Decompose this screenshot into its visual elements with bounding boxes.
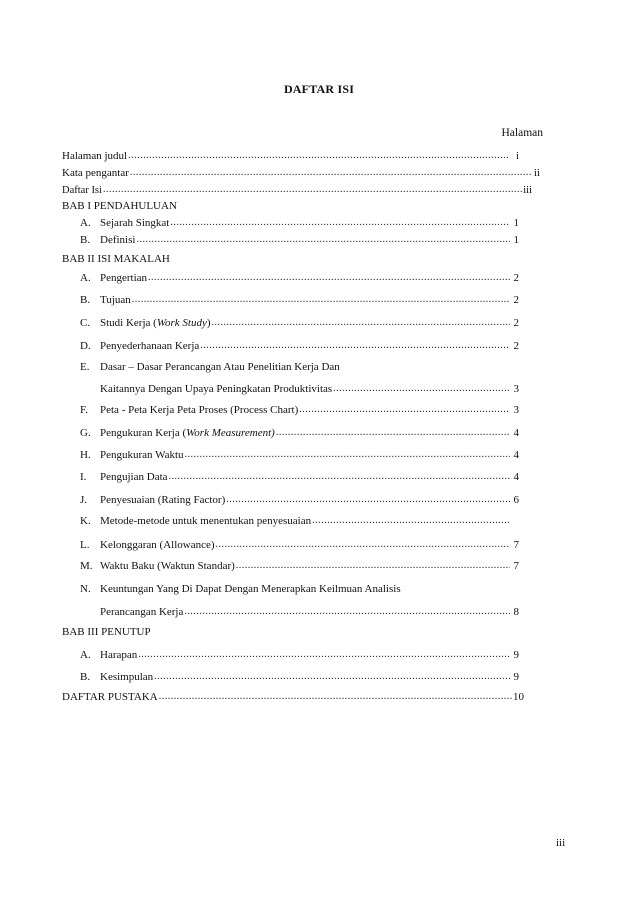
toc-subentry — [80, 423, 519, 439]
dot-leader — [154, 671, 510, 683]
toc-entry-text: BAB II ISI MAKALAH — [62, 253, 170, 265]
dot-leader — [216, 539, 510, 551]
dot-leader — [138, 649, 510, 661]
toc-entry-page: 7 — [513, 560, 519, 572]
toc-entry-page: 10 — [513, 691, 524, 703]
toc-entry-page: 3 — [513, 404, 519, 416]
toc-entry-text: Daftar Isi — [62, 185, 102, 196]
toc-entry-label — [62, 691, 158, 703]
dot-leader — [200, 340, 510, 352]
toc-entry-label — [62, 253, 170, 265]
toc-entry-text: Pengertian — [100, 272, 148, 284]
toc-entry-text: Penyederhanaan Kerja — [100, 340, 200, 352]
dot-leader — [128, 150, 510, 162]
toc-entry-page: iii — [523, 185, 532, 196]
toc-entry-letter: B. — [80, 234, 91, 246]
toc-entry-text: Studi Kerja ( — [100, 317, 157, 329]
dot-leader — [159, 691, 512, 703]
dot-leader — [103, 184, 522, 196]
toc-entry-label — [100, 272, 147, 284]
toc-entry-page: 9 — [513, 671, 519, 683]
toc-entry-text: Pengukuran Waktu — [100, 449, 184, 461]
toc-subentry — [80, 313, 519, 329]
toc-entry-label — [100, 539, 215, 551]
toc-entry-text: Sejarah Singkat — [100, 217, 170, 229]
toc-entry-label — [62, 167, 129, 179]
toc-entry-text: Penyesuaian (Rating Factor) — [100, 494, 226, 506]
toc-subentry — [80, 230, 519, 246]
toc-entry-letter: K. — [80, 515, 91, 527]
toc-entry-text: Perancangan Kerja — [100, 606, 184, 618]
toc-subentry — [80, 357, 532, 373]
toc-entry-text: Dasar – Dasar Perancangan Atau Penelitian Kerja Dan — [100, 361, 340, 373]
toc-subentry — [80, 535, 519, 551]
toc-entry-letter: A. — [80, 649, 91, 661]
toc-entry-text: Pengujian Data — [100, 471, 168, 483]
toc-entry-label — [100, 361, 340, 373]
toc-entry-letter: B. — [80, 294, 91, 306]
toc-entry-page: 3 — [513, 383, 519, 395]
toc-entry-letter: I. — [80, 471, 87, 483]
toc-entry-letter: A. — [80, 272, 91, 284]
toc-entry-text: Pengukuran Kerja ( — [100, 427, 187, 439]
dot-leader — [333, 383, 510, 395]
toc-entry-page: 4 — [513, 427, 519, 439]
toc-entry — [62, 196, 532, 212]
toc-entry-letter: J. — [80, 494, 88, 506]
toc-entry-label — [100, 583, 401, 595]
dot-leader — [299, 404, 510, 416]
toc-entry-label — [100, 560, 235, 572]
dot-leader — [185, 449, 510, 461]
toc-entry-text: Kata pengantar — [62, 167, 129, 179]
toc-entry-italic-text: Work Measurement) — [186, 427, 275, 439]
toc-entry-label — [100, 217, 169, 229]
toc-entry — [62, 146, 519, 162]
toc-entry — [100, 379, 519, 395]
dot-leader — [276, 427, 510, 439]
toc-entry-letter: F. — [80, 404, 88, 416]
toc-entry-label — [100, 234, 135, 246]
toc-subentry — [80, 290, 519, 306]
toc-entry-label — [100, 427, 275, 439]
toc-entry-text: Halaman judul — [62, 150, 128, 162]
toc-entry-text: Harapan — [100, 649, 138, 661]
toc-entry — [62, 163, 540, 179]
toc-entry-label — [100, 404, 298, 416]
toc-entry-page: ii — [533, 167, 540, 179]
toc-entry-page: 1 — [513, 217, 519, 229]
dot-leader — [212, 317, 510, 329]
dot-leader — [170, 217, 510, 229]
dot-leader — [312, 515, 510, 527]
toc-entry-text: Kaitannya Dengan Upaya Peningkatan Produktivitas — [100, 383, 333, 395]
toc-subentry — [80, 467, 519, 483]
toc-entry-text: Peta - Peta Kerja Peta Proses (Process Chart) — [100, 404, 299, 416]
toc-entry-text: Tujuan — [100, 294, 131, 306]
dot-leader — [236, 560, 510, 572]
toc-entry-label — [62, 200, 177, 212]
toc-entry-label — [62, 150, 127, 162]
dot-leader — [148, 272, 510, 284]
toc-entry-label — [100, 471, 168, 483]
toc-entry-letter: E. — [80, 361, 90, 373]
page-title: DAFTAR ISI — [283, 82, 355, 96]
toc-subentry — [80, 511, 519, 527]
toc-entry-text: Definisi — [100, 234, 136, 246]
dot-leader — [130, 167, 531, 179]
toc-entry-page: 4 — [513, 449, 519, 461]
toc-entry-letter: M. — [80, 560, 93, 572]
toc-entry-text: Metode-metode untuk menentukan penyesuaian — [100, 515, 312, 527]
dot-leader — [226, 494, 510, 506]
toc-entry-page: i — [515, 150, 519, 162]
toc-entry-letter: N. — [80, 583, 91, 595]
toc-entry-italic-text: Work Study — [156, 317, 207, 329]
toc-subentry — [80, 667, 519, 683]
toc-entry-letter: A. — [80, 217, 91, 229]
toc-subentry — [80, 490, 519, 506]
toc-entry-page: 2 — [513, 317, 519, 329]
toc-subentry — [80, 268, 519, 284]
toc-entry — [100, 602, 519, 618]
toc-entry-page: 6 — [513, 494, 519, 506]
toc-subentry — [80, 400, 519, 416]
toc-entry-label — [100, 317, 211, 329]
toc-entry — [62, 249, 532, 265]
toc-entry-label — [100, 449, 184, 461]
toc-entry-page: 2 — [513, 340, 519, 352]
footer-page-number: iii — [556, 837, 566, 849]
toc-subentry — [80, 336, 519, 352]
toc-entry-letter: B. — [80, 671, 91, 683]
toc-entry-letter: H. — [80, 449, 91, 461]
page-column-header: Halaman — [501, 127, 543, 139]
toc-entry — [62, 687, 524, 703]
toc-entry-page: 7 — [513, 539, 519, 551]
toc-entry-label — [100, 340, 199, 352]
toc-entry — [62, 180, 532, 196]
toc-entry-page: 2 — [513, 294, 519, 306]
toc-entry-text: DAFTAR PUSTAKA — [62, 691, 158, 703]
toc-entry-label — [100, 383, 332, 395]
toc-entry — [62, 622, 532, 638]
toc-entry-page: 4 — [513, 471, 519, 483]
toc-entry-label — [100, 294, 131, 306]
toc-entry-label — [100, 649, 137, 661]
dot-leader — [169, 471, 510, 483]
toc-entry-label — [100, 494, 225, 506]
toc-entry-label — [100, 671, 153, 683]
toc-entry-text: Kelonggaran (Allowance) — [100, 539, 215, 551]
dot-leader — [132, 294, 510, 306]
toc-subentry — [80, 579, 532, 595]
toc-entry-letter: D. — [80, 340, 91, 352]
toc-entry-label — [100, 606, 183, 618]
toc-entry-text: Kesimpulan — [100, 671, 154, 683]
toc-entry-text: BAB I PENDAHULUAN — [62, 200, 177, 212]
toc-entry-text: Keuntungan Yang Di Dapat Dengan Menerapkan Keilmuan Analisis — [100, 583, 401, 595]
toc-entry-text-suffix: ) — [206, 317, 211, 329]
toc-entry-page: 8 — [513, 606, 519, 618]
toc-entry-letter: C. — [80, 317, 91, 329]
toc-entry-page: 9 — [513, 649, 519, 661]
toc-entry-letter: G. — [80, 427, 91, 439]
toc-entry-text: Waktu Baku (Waktun Standar) — [100, 560, 235, 572]
dot-leader — [136, 234, 510, 246]
toc-subentry — [80, 556, 519, 572]
toc-entry-page: 2 — [513, 272, 519, 284]
toc-entry-page: 1 — [513, 234, 519, 246]
toc-entry-label — [62, 626, 151, 638]
toc-entry-text: BAB III PENUTUP — [62, 626, 151, 638]
toc-entry-label — [100, 515, 311, 527]
toc-entry-label — [62, 185, 102, 196]
toc-subentry — [80, 645, 519, 661]
dot-leader — [184, 606, 510, 618]
toc-entry-letter: L. — [80, 539, 90, 551]
toc-subentry — [80, 445, 519, 461]
toc-subentry — [80, 213, 519, 229]
